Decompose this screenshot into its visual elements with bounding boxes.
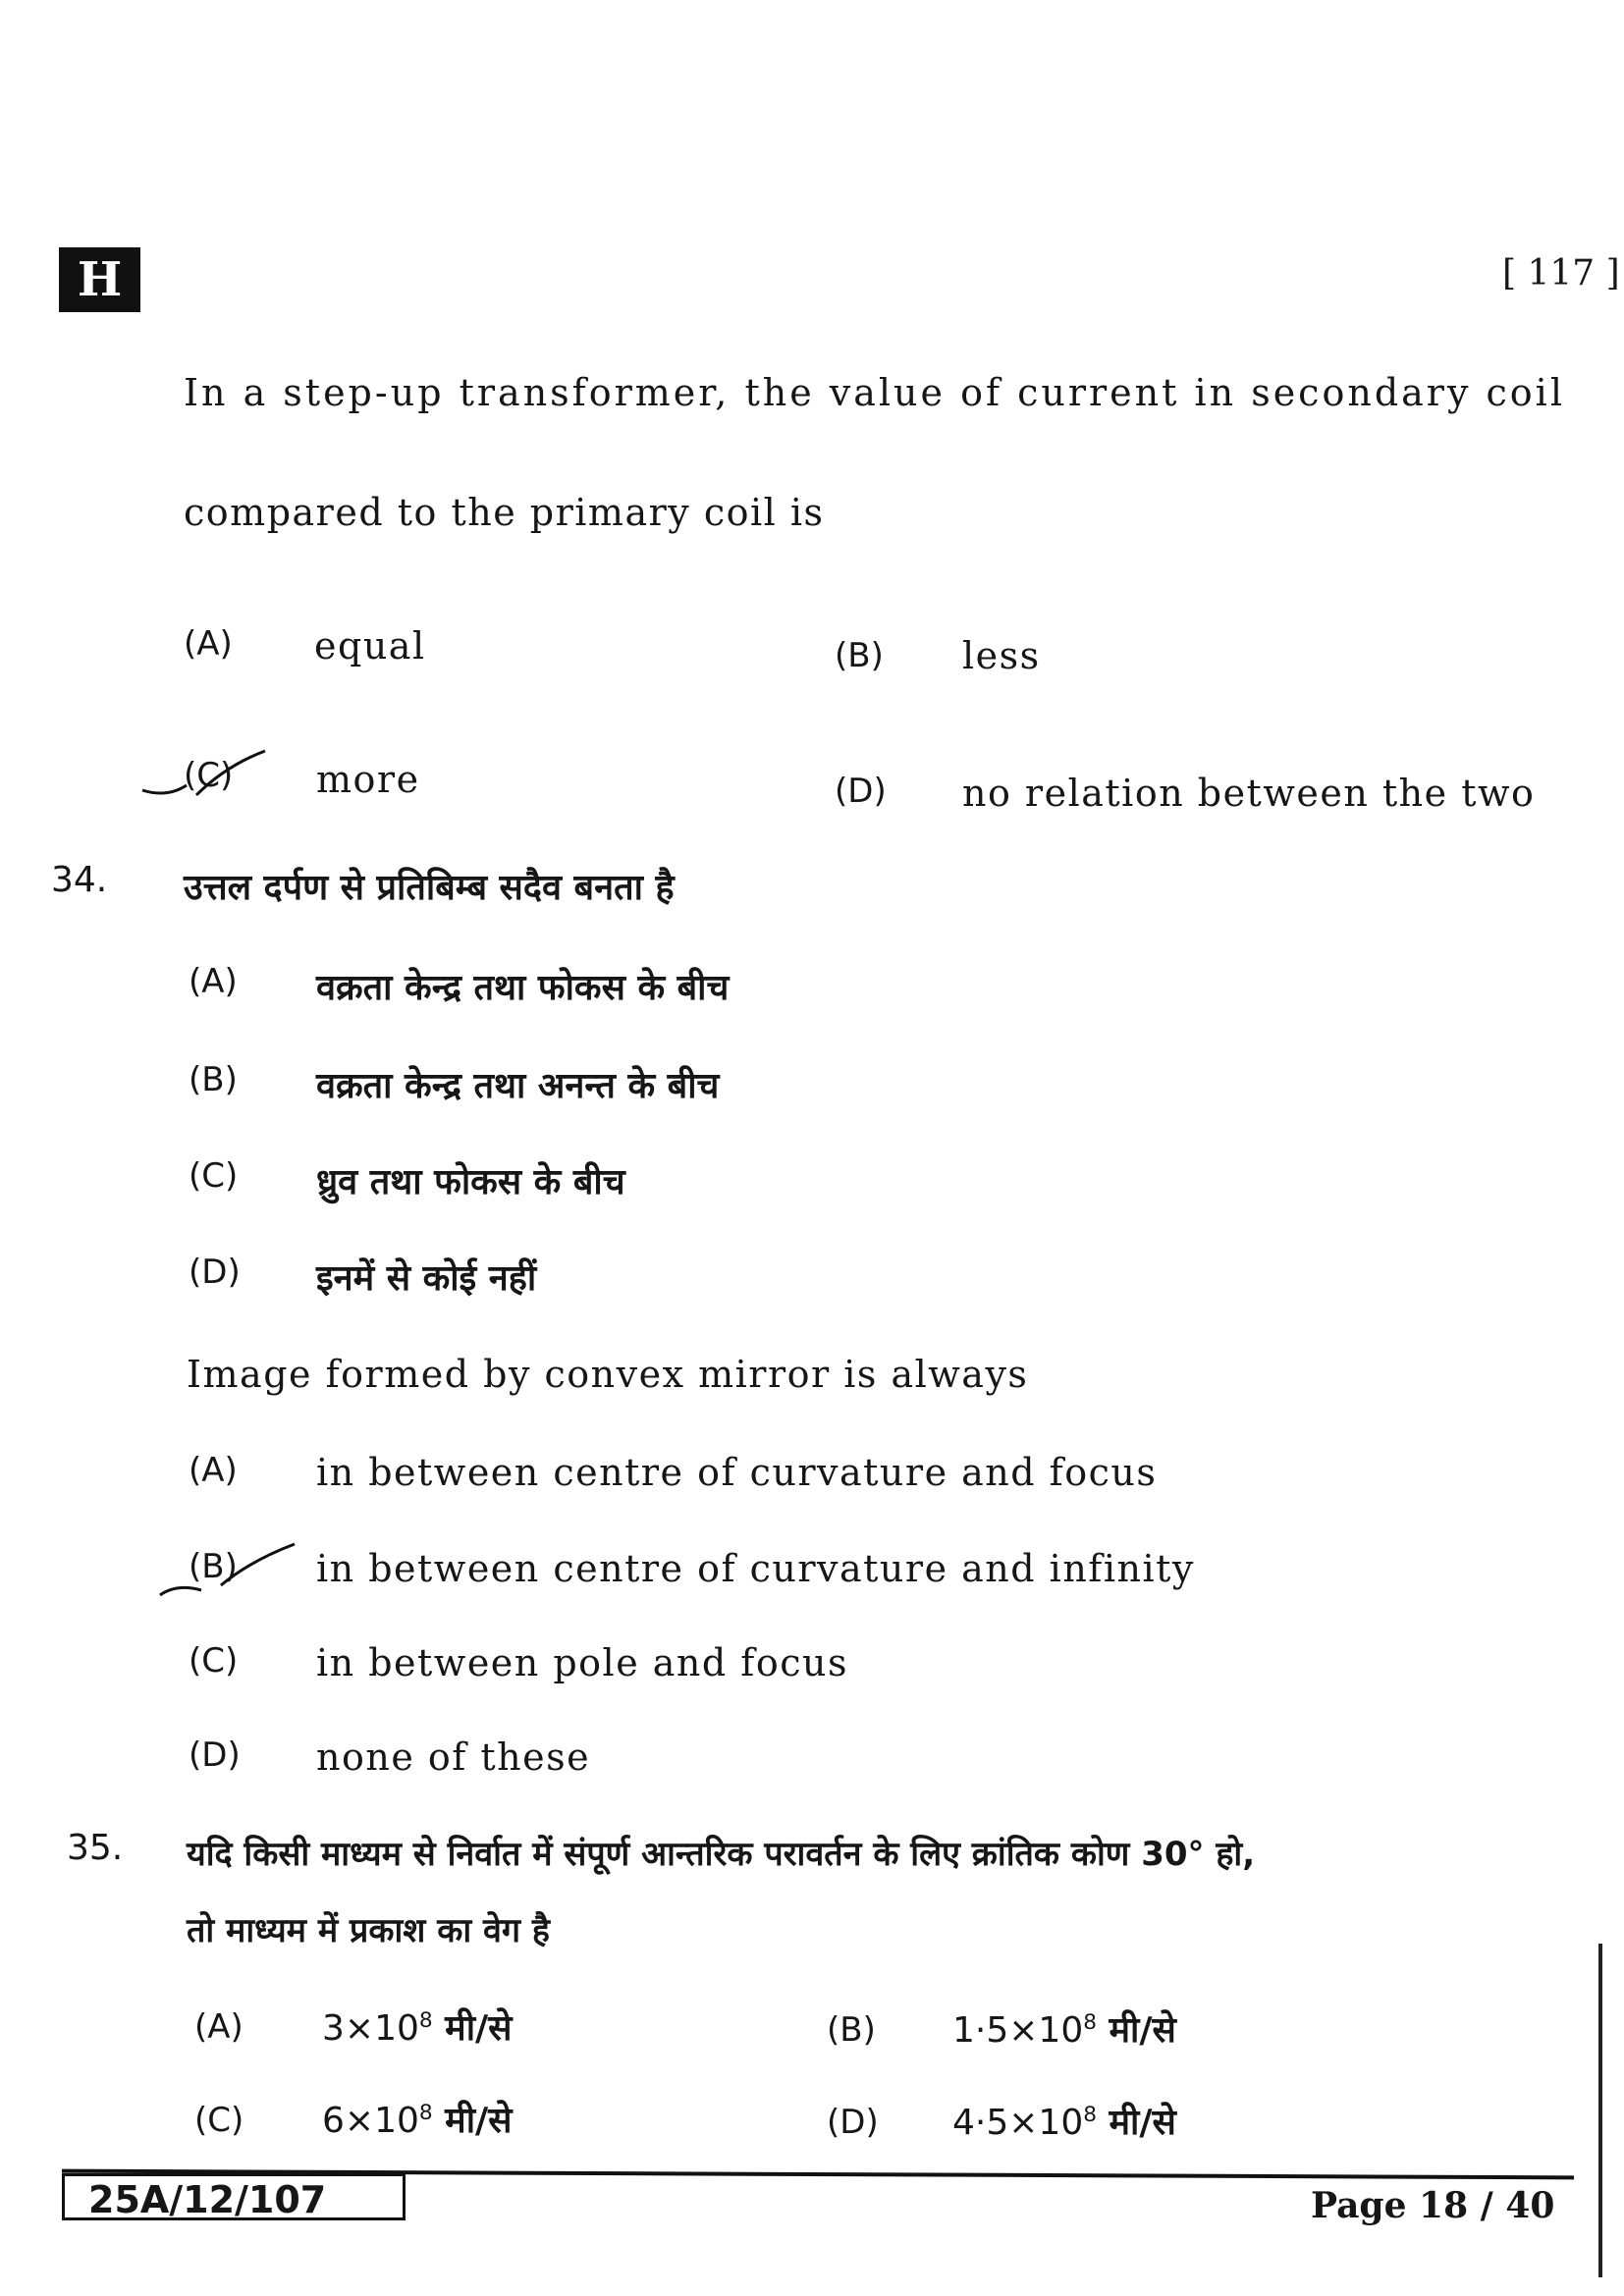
q33-line1: In a step-up transformer, the value of current in secondary coil [184, 371, 1565, 414]
q33-option-c-label: (C) [184, 756, 234, 795]
q34-number: 34. [51, 860, 108, 900]
exponent: 8 [418, 2101, 433, 2125]
value: 4·5×10 [952, 2103, 1084, 2143]
q34-hi-d-label: (D) [189, 1253, 241, 1292]
q34-en-d-label: (D) [189, 1735, 241, 1775]
q33-option-d-label: (D) [835, 772, 887, 811]
q34-en-option-b[interactable]: in between centre of curvature and infinity [316, 1547, 1195, 1590]
set-letter-badge: H [59, 247, 140, 312]
q35-a-label: (A) [194, 2007, 244, 2047]
q33-option-c[interactable]: more [316, 758, 420, 801]
q35-b-label: (B) [827, 2010, 876, 2050]
q35-d-label: (D) [827, 2103, 879, 2142]
q33-option-b-label: (B) [835, 636, 884, 675]
q33-option-b[interactable]: less [962, 634, 1041, 677]
q34-en-c-label: (C) [189, 1641, 239, 1681]
q34-hindi-question: उत्तल दर्पण से प्रतिबिम्ब सदैव बनता है [184, 868, 675, 908]
value: 6×10 [322, 2101, 419, 2141]
q35-line1: यदि किसी माध्यम से निर्वात में संपूर्ण आन्तरिक परावर्तन के लिए क्रांतिक कोण 30° हो, [187, 1835, 1256, 1874]
q33-option-a[interactable]: equal [314, 624, 426, 667]
tick-mark-icon [137, 741, 285, 810]
unit: मी/से [432, 2008, 513, 2049]
exponent: 8 [418, 2008, 433, 2033]
tick-mark-icon [152, 1536, 309, 1605]
exponent: 8 [1083, 2010, 1097, 2035]
exponent: 8 [1083, 2103, 1097, 2127]
q35-option-b[interactable] [952, 2004, 1176, 2053]
q34-hi-c-label: (C) [189, 1156, 239, 1196]
q34-en-option-c[interactable]: in between pole and focus [316, 1641, 849, 1684]
q34-hi-option-b[interactable]: वक्रता केन्द्र तथा अनन्त के बीच [316, 1066, 720, 1106]
q35-option-a[interactable] [322, 2002, 513, 2051]
q34-english-question: Image formed by convex mirror is always [187, 1353, 1029, 1396]
q34-en-option-a[interactable]: in between centre of curvature and focus [316, 1451, 1158, 1494]
paper-code: 25A/12/107 [62, 2173, 406, 2220]
q34-hi-b-label: (B) [189, 1060, 238, 1099]
q33-option-a-label: (A) [184, 624, 233, 664]
q35-line2: तो माध्यम में प्रकाश का वेग है [187, 1911, 550, 1950]
q34-en-option-d[interactable]: none of these [316, 1735, 591, 1779]
q35-option-d[interactable] [952, 2097, 1176, 2145]
page-number: Page 18 / 40 [1311, 2185, 1555, 2226]
page-ref: [ 117 ] [1502, 253, 1620, 294]
q34-en-b-label: (B) [189, 1547, 238, 1586]
q33-line2: compared to the primary coil is [184, 491, 825, 534]
q34-hi-a-label: (A) [189, 962, 238, 1001]
value: 3×10 [322, 2008, 419, 2049]
unit: मी/से [432, 2101, 513, 2141]
unit: मी/से [1096, 2010, 1176, 2051]
q34-hi-option-c[interactable]: ध्रुव तथा फोकस के बीच [316, 1162, 625, 1202]
q33-option-d[interactable]: no relation between the two [962, 772, 1536, 815]
q34-hi-option-a[interactable]: वक्रता केन्द्र तथा फोकस के बीच [316, 968, 730, 1008]
q34-hi-option-d[interactable]: इनमें से कोई नहीं [316, 1258, 537, 1299]
q35-option-c[interactable] [322, 2095, 513, 2143]
q35-c-label: (C) [194, 2101, 244, 2140]
q34-en-a-label: (A) [189, 1451, 238, 1490]
unit: मी/से [1096, 2103, 1176, 2143]
value: 1·5×10 [952, 2010, 1084, 2051]
scan-edge [1598, 1944, 1602, 2277]
q35-number: 35. [67, 1828, 124, 1868]
